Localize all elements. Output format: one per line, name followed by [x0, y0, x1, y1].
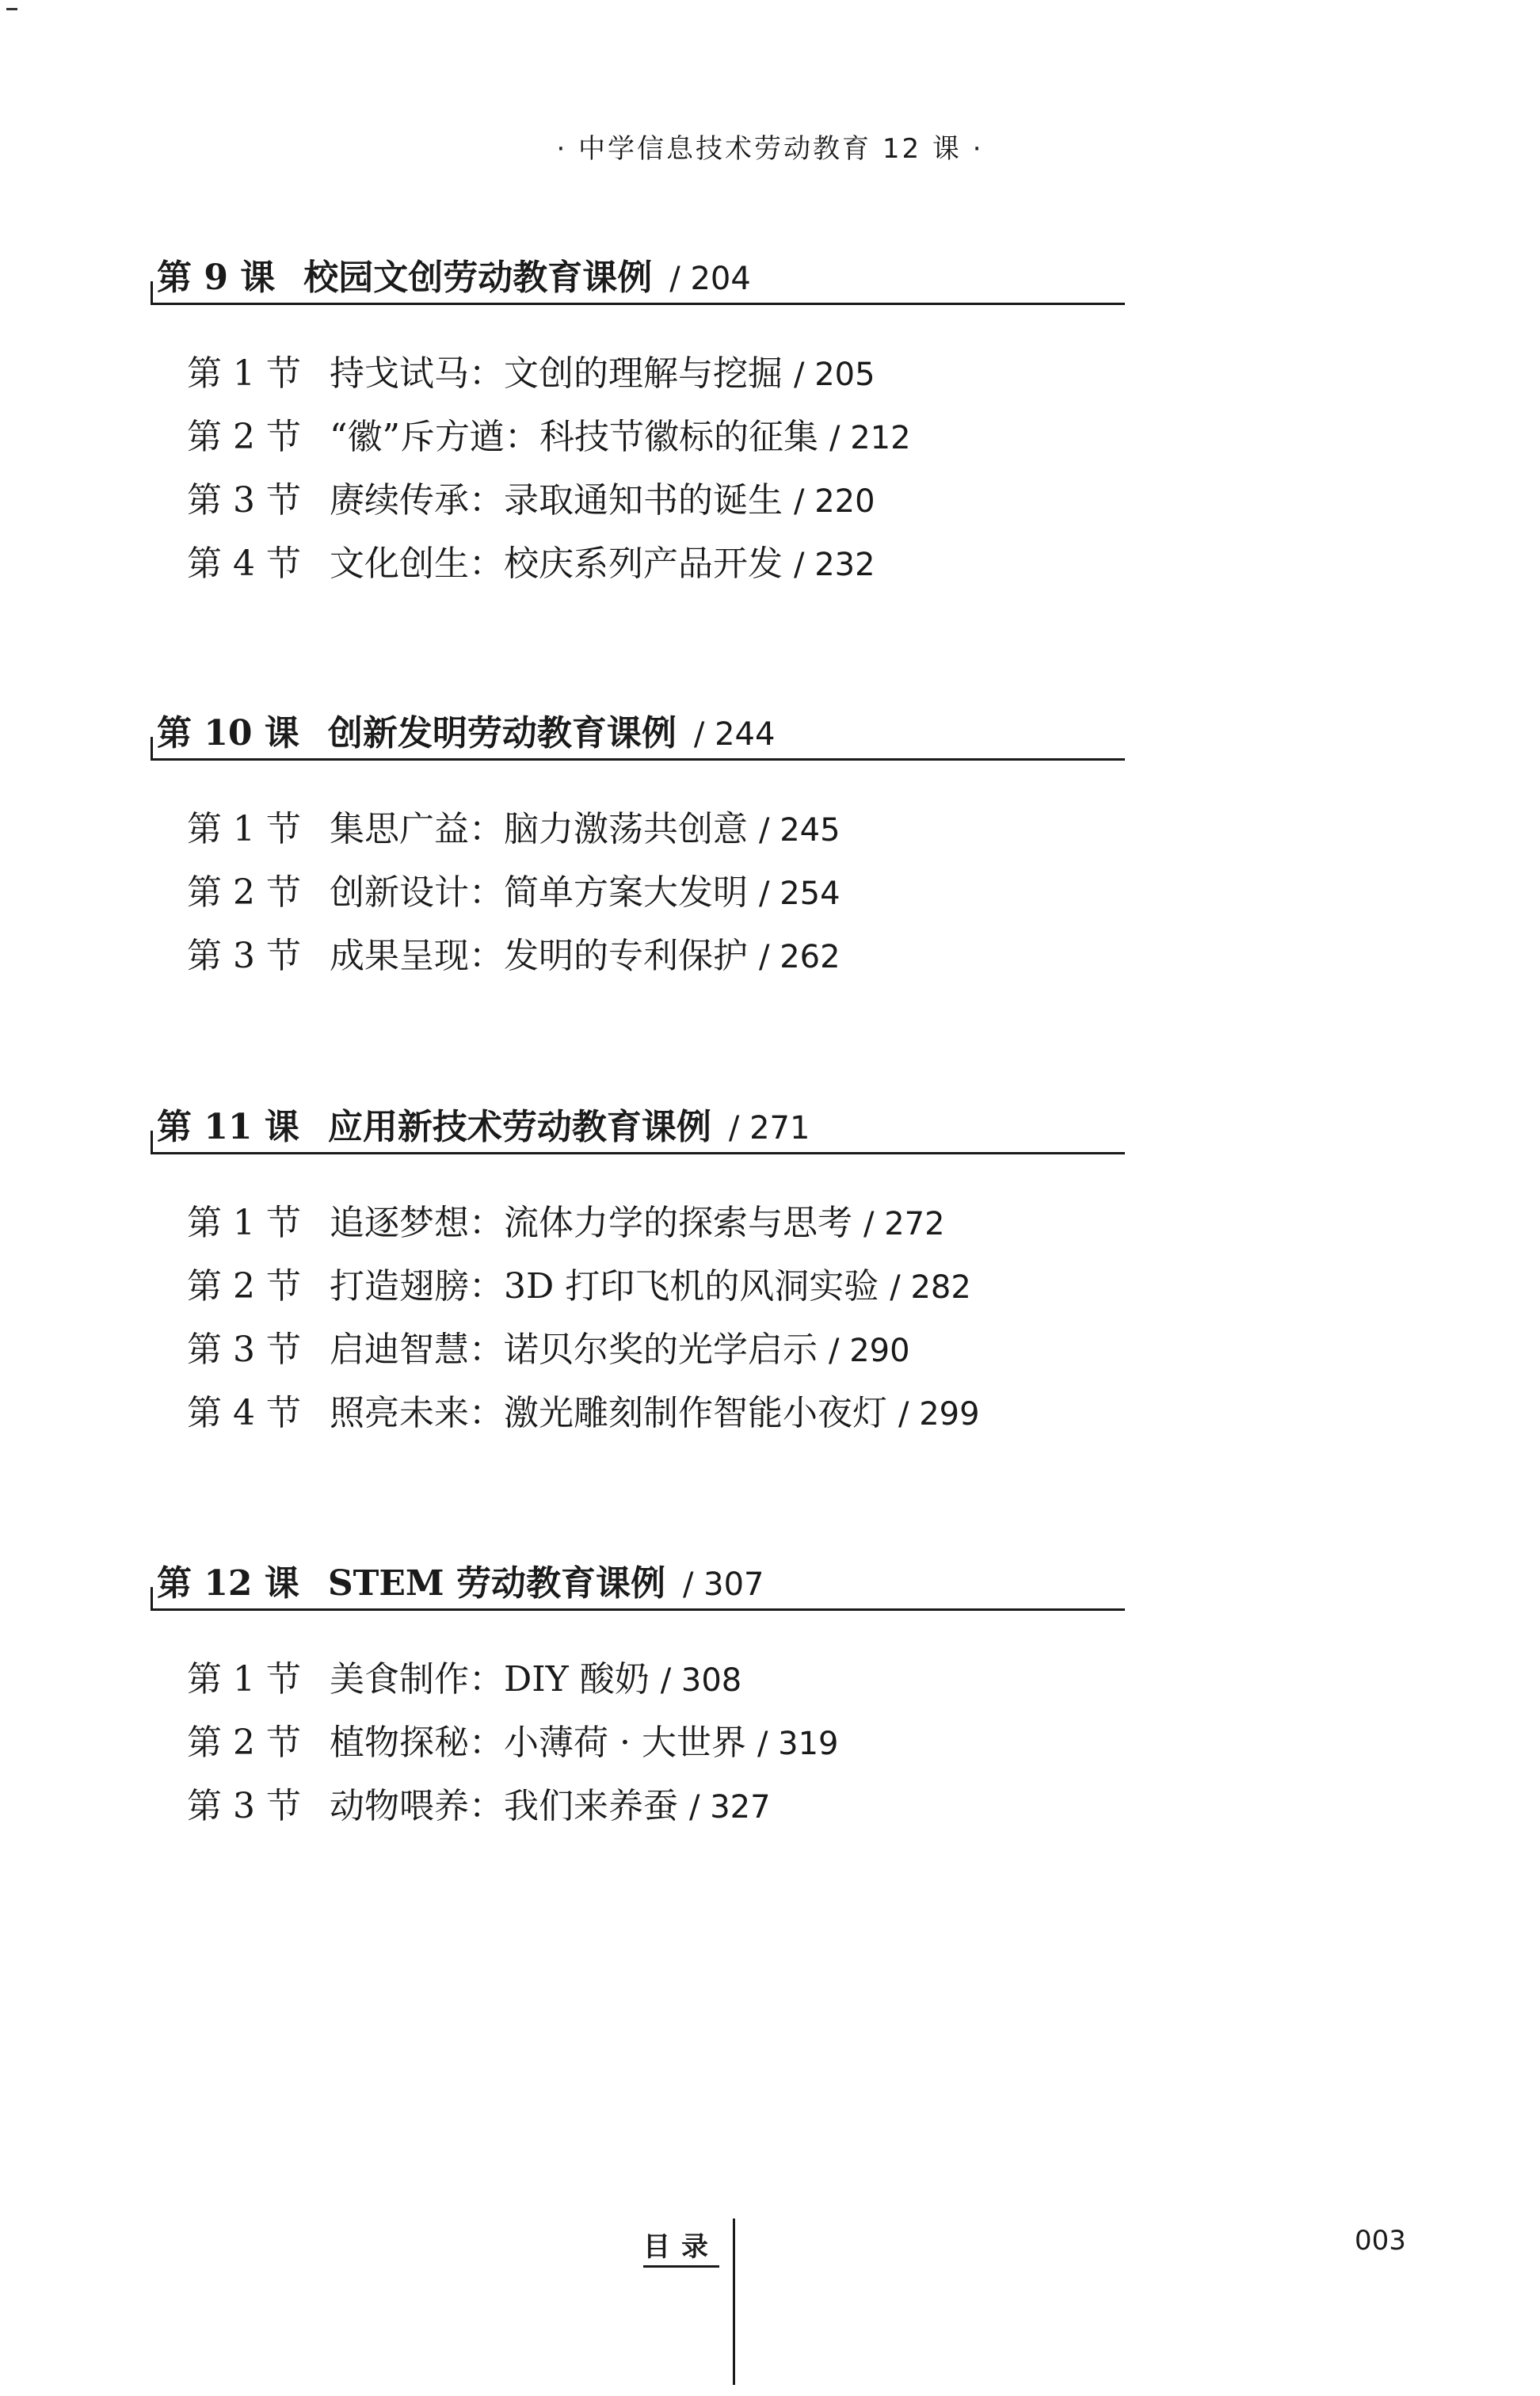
- toc-entry[interactable]: [187, 798, 841, 861]
- section-title: 持戈试马：文创的理解与挖掘: [330, 353, 783, 394]
- section-page: / 282: [890, 1269, 971, 1306]
- chapter-title: 校园文创劳动教育课例: [303, 258, 653, 298]
- section-label: 第 1 节: [187, 809, 301, 849]
- section-page: / 232: [794, 547, 875, 583]
- toc-entry[interactable]: [187, 861, 841, 925]
- section-title: 创新设计：简单方案大发明: [330, 872, 748, 913]
- chapter-10: [151, 709, 1125, 976]
- footer-divider: [733, 2219, 735, 2385]
- section-title: 集思广益：脑力激荡共创意: [330, 809, 748, 849]
- chapter-heading[interactable]: [151, 1103, 1125, 1154]
- chapter-heading[interactable]: [151, 1559, 1125, 1611]
- section-title: 植物探秘：小薄荷 · 大世界: [330, 1723, 746, 1763]
- section-title: 动物喂养：我们来养蚕: [330, 1786, 678, 1826]
- section-label: 第 1 节: [187, 1659, 301, 1700]
- section-page: / 319: [757, 1726, 839, 1762]
- section-label: 第 3 节: [187, 1330, 301, 1370]
- toc-entry[interactable]: [187, 1711, 839, 1775]
- section-label: 第 2 节: [187, 1723, 301, 1763]
- section-page: / 308: [660, 1662, 742, 1699]
- chapter-label: 第 9 课: [157, 258, 276, 298]
- section-label: 第 4 节: [187, 1393, 301, 1433]
- toc-entry[interactable]: [187, 1648, 839, 1711]
- section-label: 第 4 节: [187, 544, 301, 584]
- toc-entry[interactable]: [187, 1255, 980, 1318]
- toc-entry[interactable]: [187, 532, 911, 596]
- chapter-label: 第 12 课: [157, 1563, 299, 1604]
- chapter-11: [151, 1103, 1125, 1433]
- section-page: / 254: [759, 876, 841, 912]
- toc-entry[interactable]: [187, 925, 841, 988]
- chapter-12: [151, 1559, 1125, 1826]
- section-label: 第 2 节: [187, 872, 301, 913]
- scan-corner-mark: [6, 8, 17, 10]
- section-page: / 272: [863, 1206, 945, 1242]
- section-page: / 212: [829, 420, 911, 456]
- chapter-title: STEM 劳动教育课例: [327, 1563, 665, 1604]
- section-page: / 327: [689, 1789, 771, 1826]
- section-page: / 245: [759, 812, 841, 849]
- section-page: / 262: [759, 939, 841, 975]
- section-list: [187, 342, 911, 596]
- section-list: [187, 1648, 839, 1838]
- toc-entry[interactable]: [187, 1192, 980, 1255]
- chapter-page: / 244: [693, 716, 776, 753]
- section-label: 第 3 节: [187, 936, 301, 976]
- section-title: 美食制作：DIY 酸奶: [330, 1659, 650, 1700]
- section-title: “徽”斥方遒：科技节徽标的征集: [330, 417, 818, 457]
- section-page: / 220: [794, 483, 875, 520]
- section-title: 照亮未来：激光雕刻制作智能小夜灯: [330, 1393, 887, 1433]
- chapter-label: 第 10 课: [157, 713, 299, 754]
- toc-entry[interactable]: [187, 342, 911, 406]
- toc-entry[interactable]: [187, 1318, 980, 1382]
- toc-entry[interactable]: [187, 1775, 839, 1838]
- section-page: / 299: [898, 1396, 980, 1433]
- chapter-page: / 271: [728, 1110, 810, 1146]
- section-title: 成果呈现：发明的专利保护: [330, 936, 748, 976]
- section-label: 第 1 节: [187, 353, 301, 394]
- chapter-page: / 307: [682, 1566, 764, 1603]
- section-label: 第 3 节: [187, 480, 301, 521]
- section-title: 赓续传承：录取通知书的诞生: [330, 480, 783, 521]
- section-page: / 205: [794, 357, 875, 393]
- chapter-heading[interactable]: [151, 254, 1125, 305]
- chapter-page: / 204: [669, 261, 751, 297]
- toc-entry[interactable]: [187, 1382, 980, 1445]
- section-title: 打造翅膀：3D 打印飞机的风洞实验: [330, 1266, 879, 1307]
- section-label: 第 3 节: [187, 1786, 301, 1826]
- section-label: 第 1 节: [187, 1203, 301, 1243]
- section-list: [187, 1192, 980, 1445]
- running-header: · 中学信息技术劳动教育 12 课 ·: [556, 133, 984, 165]
- section-label: 第 2 节: [187, 417, 301, 457]
- section-label: 第 2 节: [187, 1266, 301, 1307]
- footer-section-title: 目录: [643, 2225, 719, 2268]
- section-title: 追逐梦想：流体力学的探索与思考: [330, 1203, 852, 1243]
- section-title: 文化创生：校庆系列产品开发: [330, 544, 783, 584]
- chapter-heading[interactable]: [151, 709, 1125, 761]
- section-title: 启迪智慧：诺贝尔奖的光学启示: [330, 1330, 818, 1370]
- chapter-title: 应用新技术劳动教育课例: [327, 1107, 711, 1147]
- toc-entry[interactable]: [187, 406, 911, 469]
- section-page: / 290: [829, 1333, 910, 1369]
- page-number: 003: [1355, 2225, 1406, 2257]
- chapter-label: 第 11 课: [157, 1107, 299, 1147]
- section-list: [187, 798, 841, 988]
- toc-entry[interactable]: [187, 469, 911, 532]
- chapter-9: [151, 254, 1125, 584]
- chapter-title: 创新发明劳动教育课例: [327, 713, 677, 754]
